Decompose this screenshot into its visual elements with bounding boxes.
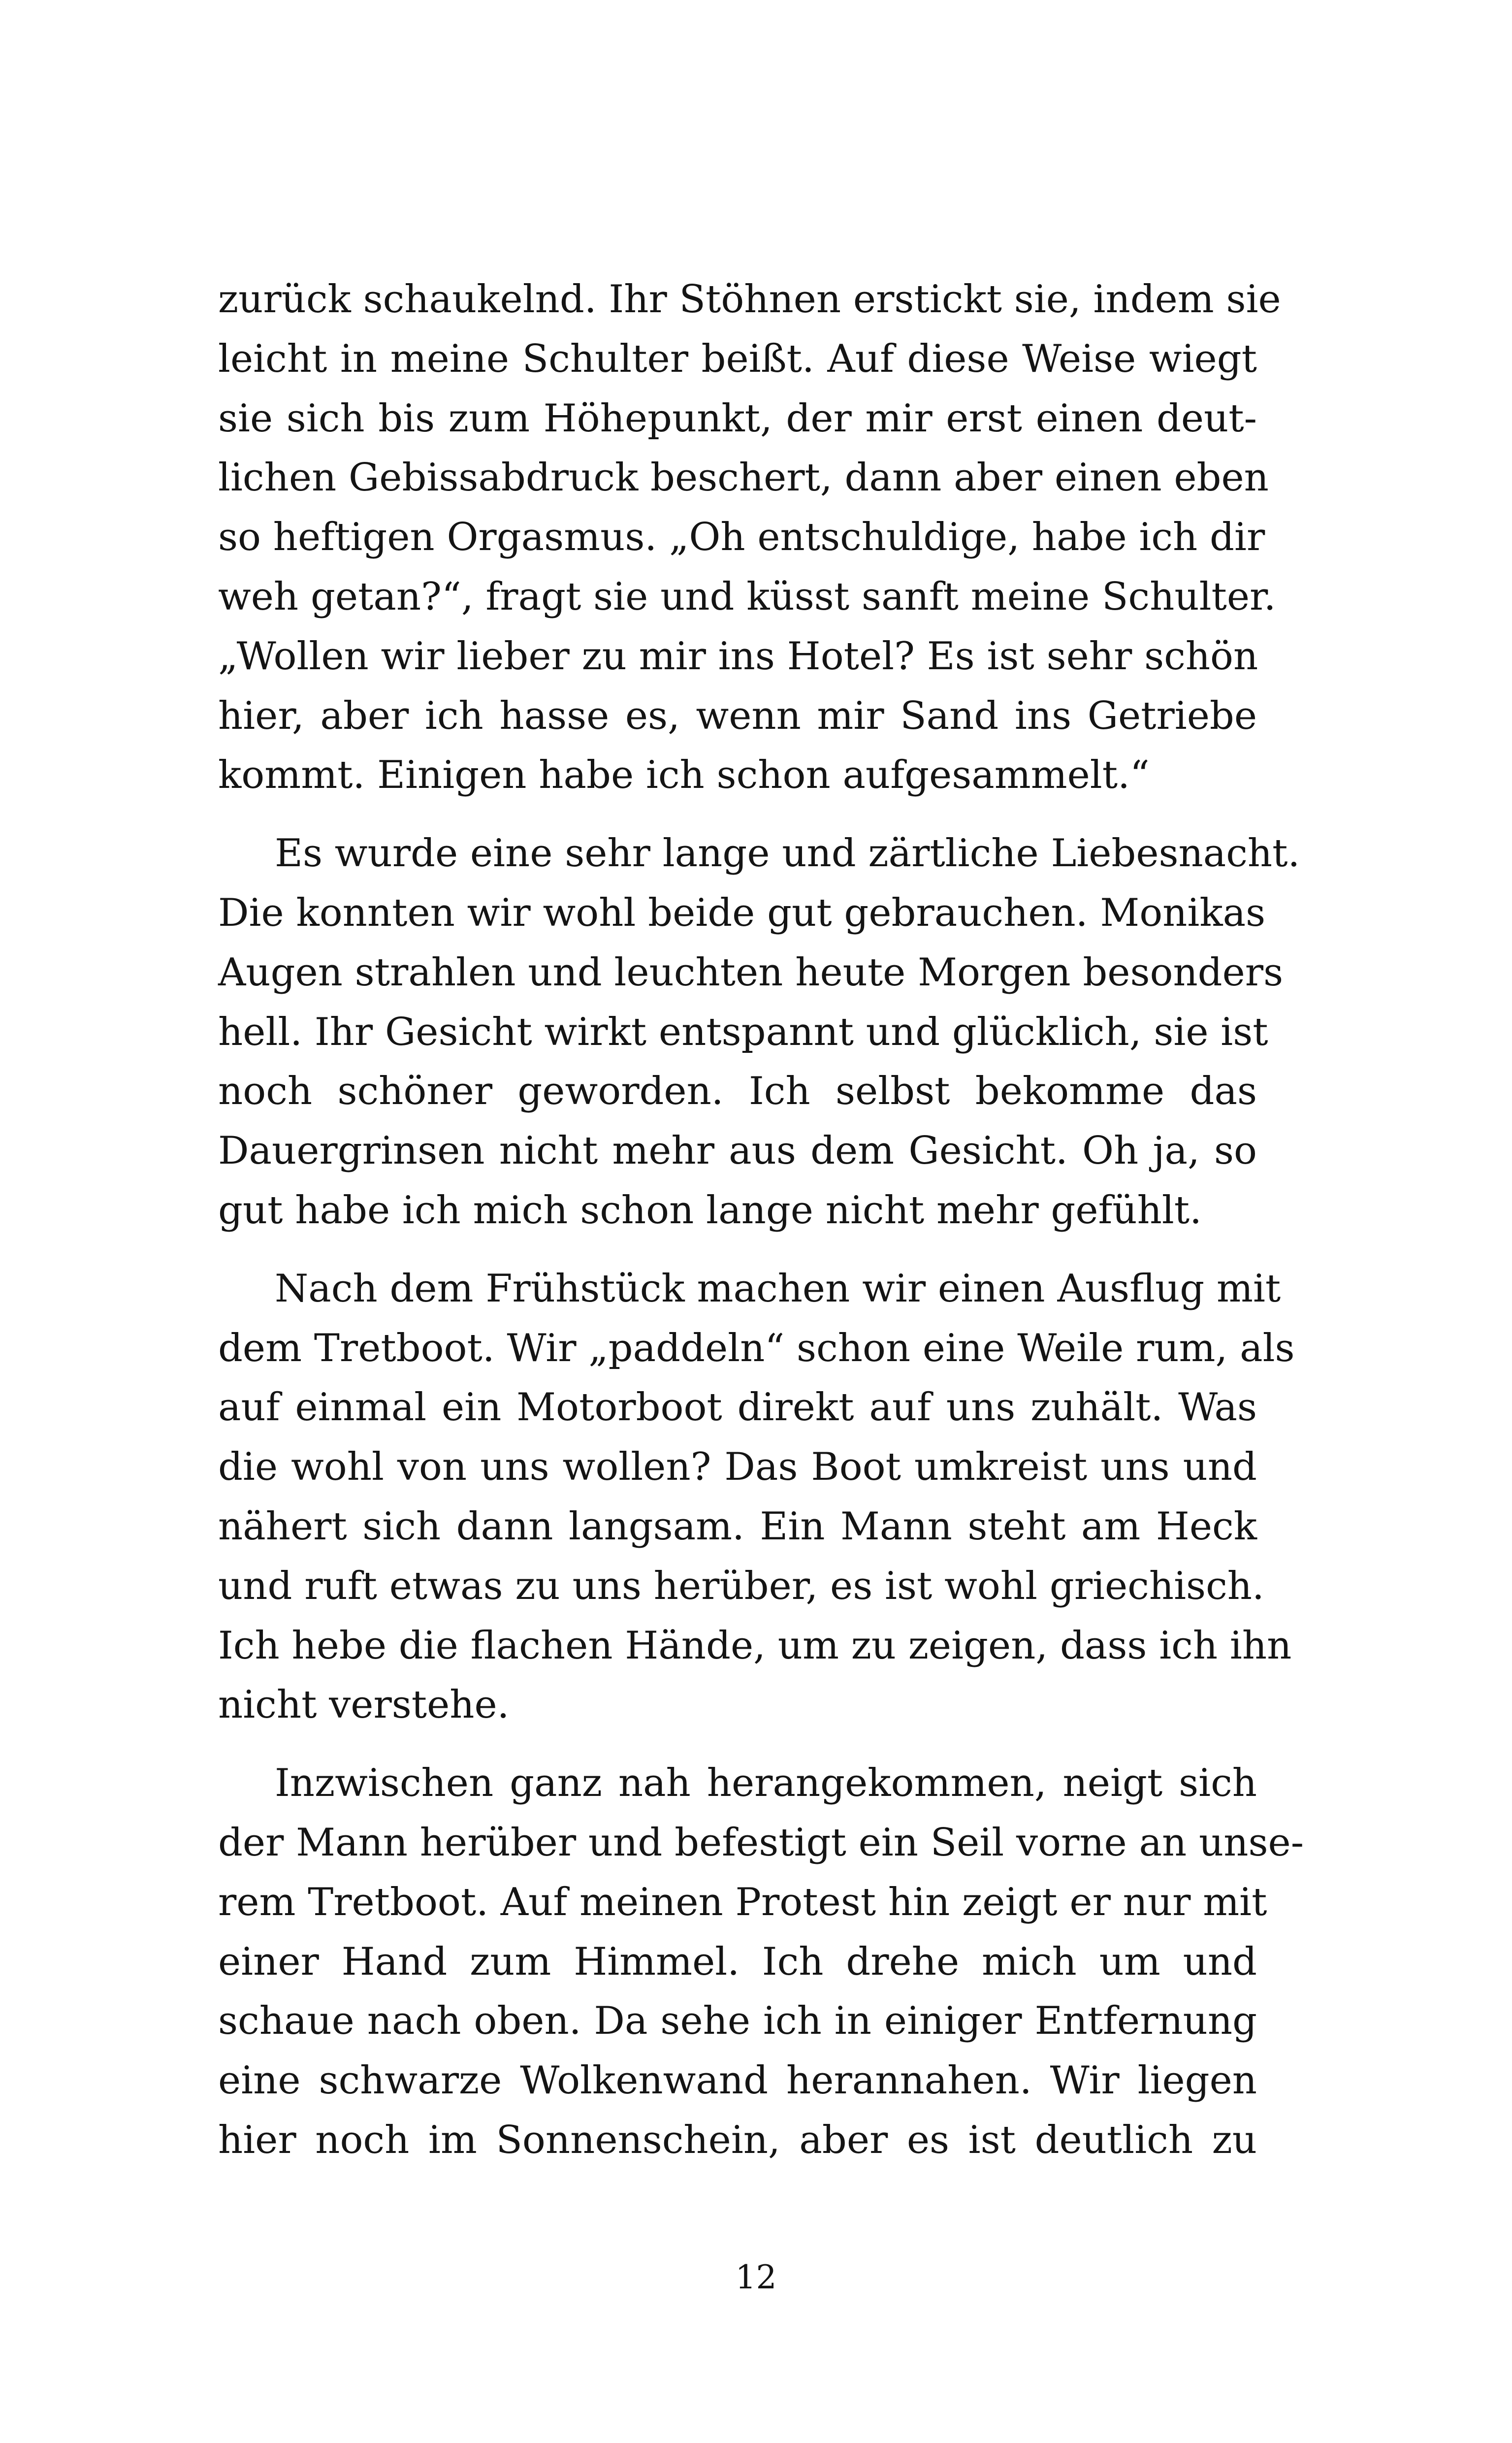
body-text: [218, 270, 1304, 2170]
text-line: nicht verstehe.: [218, 1683, 510, 1727]
text-line: weh getan?“, fragt sie und küsst sanft meine Schulter.: [218, 574, 1276, 619]
text-line: auf einmal ein Motorboot direkt auf uns zuhält. Was: [218, 1385, 1257, 1430]
text-line: eine schwarze Wolkenwand herannahen. Wir liegen: [218, 2058, 1257, 2103]
text-line: der Mann herüber und befestigt ein Seil vorne an unse-: [218, 1820, 1304, 1865]
text-line: gut habe ich mich schon lange nicht mehr gefühlt.: [218, 1188, 1202, 1233]
paragraph-spacer: [218, 1735, 1257, 1754]
paragraph-spacer: [218, 805, 1257, 824]
text-line: Augen strahlen und leuchten heute Morgen besonders: [218, 950, 1284, 995]
text-line: Die konnten wir wohl beide gut gebrauchen. Monikas: [218, 890, 1266, 935]
text-line: hier, aber ich hasse es, wenn mir Sand ins Getriebe: [218, 693, 1257, 738]
text-line: lichen Gebissabdruck beschert, dann aber einen eben: [218, 456, 1269, 500]
text-line: schaue nach oben. Da sehe ich in einiger Entfernung: [218, 1999, 1257, 2044]
text-line: und ruft etwas zu uns herüber, es ist wohl griechisch.: [218, 1564, 1264, 1608]
text-line: leicht in meine Schulter beißt. Auf diese Weise wiegt: [218, 336, 1257, 381]
text-line: Es wurde eine sehr lange und zärtliche Liebesnacht.: [275, 831, 1300, 876]
paragraph: [218, 824, 1300, 1240]
text-line: nähert sich dann langsam. Ein Mann steht am Heck: [218, 1504, 1257, 1549]
text-line: Inzwischen ganz nah herangekommen, neigt sich: [275, 1761, 1257, 1806]
text-line: hier noch im Sonnenschein, aber es ist deutlich zu: [218, 2117, 1257, 2162]
text-line: rem Tretboot. Auf meinen Protest hin zeigt er nur mit: [218, 1880, 1267, 1924]
paragraph: [218, 1754, 1304, 2170]
text-line: Nach dem Frühstück machen wir einen Ausflug mit: [275, 1266, 1281, 1311]
text-line: einer Hand zum Himmel. Ich drehe mich um und: [218, 1939, 1257, 1984]
text-line: so heftigen Orgasmus. „Oh entschuldige, habe ich dir: [218, 515, 1265, 560]
text-line: zurück schaukelnd. Ihr Stöhnen erstickt sie, indem sie: [218, 277, 1281, 322]
paragraph: [218, 1259, 1295, 1735]
text-line: hell. Ihr Gesicht wirkt entspannt und glücklich, sie ist: [218, 1010, 1268, 1054]
text-line: sie sich bis zum Höhepunkt, der mir erst einen deut-: [218, 396, 1257, 441]
paragraph: [218, 270, 1281, 805]
text-line: dem Tretboot. Wir „paddeln“ schon eine Weile rum, als: [218, 1326, 1295, 1370]
text-line: „Wollen wir lieber zu mir ins Hotel? Es ist sehr schön: [218, 634, 1258, 679]
text-line: Ich hebe die flachen Hände, um zu zeigen, dass ich ihn: [218, 1623, 1292, 1668]
text-line: noch schöner geworden. Ich selbst bekomme das: [218, 1069, 1257, 1114]
text-line: die wohl von uns wollen? Das Boot umkreist uns und: [218, 1445, 1257, 1490]
paragraph-spacer: [218, 1240, 1257, 1259]
text-line: kommt. Einigen habe ich schon aufgesammelt.“: [218, 753, 1150, 798]
page-number: 12: [735, 2258, 777, 2296]
text-line: Dauergrinsen nicht mehr aus dem Gesicht. Oh ja, so: [218, 1129, 1257, 1173]
